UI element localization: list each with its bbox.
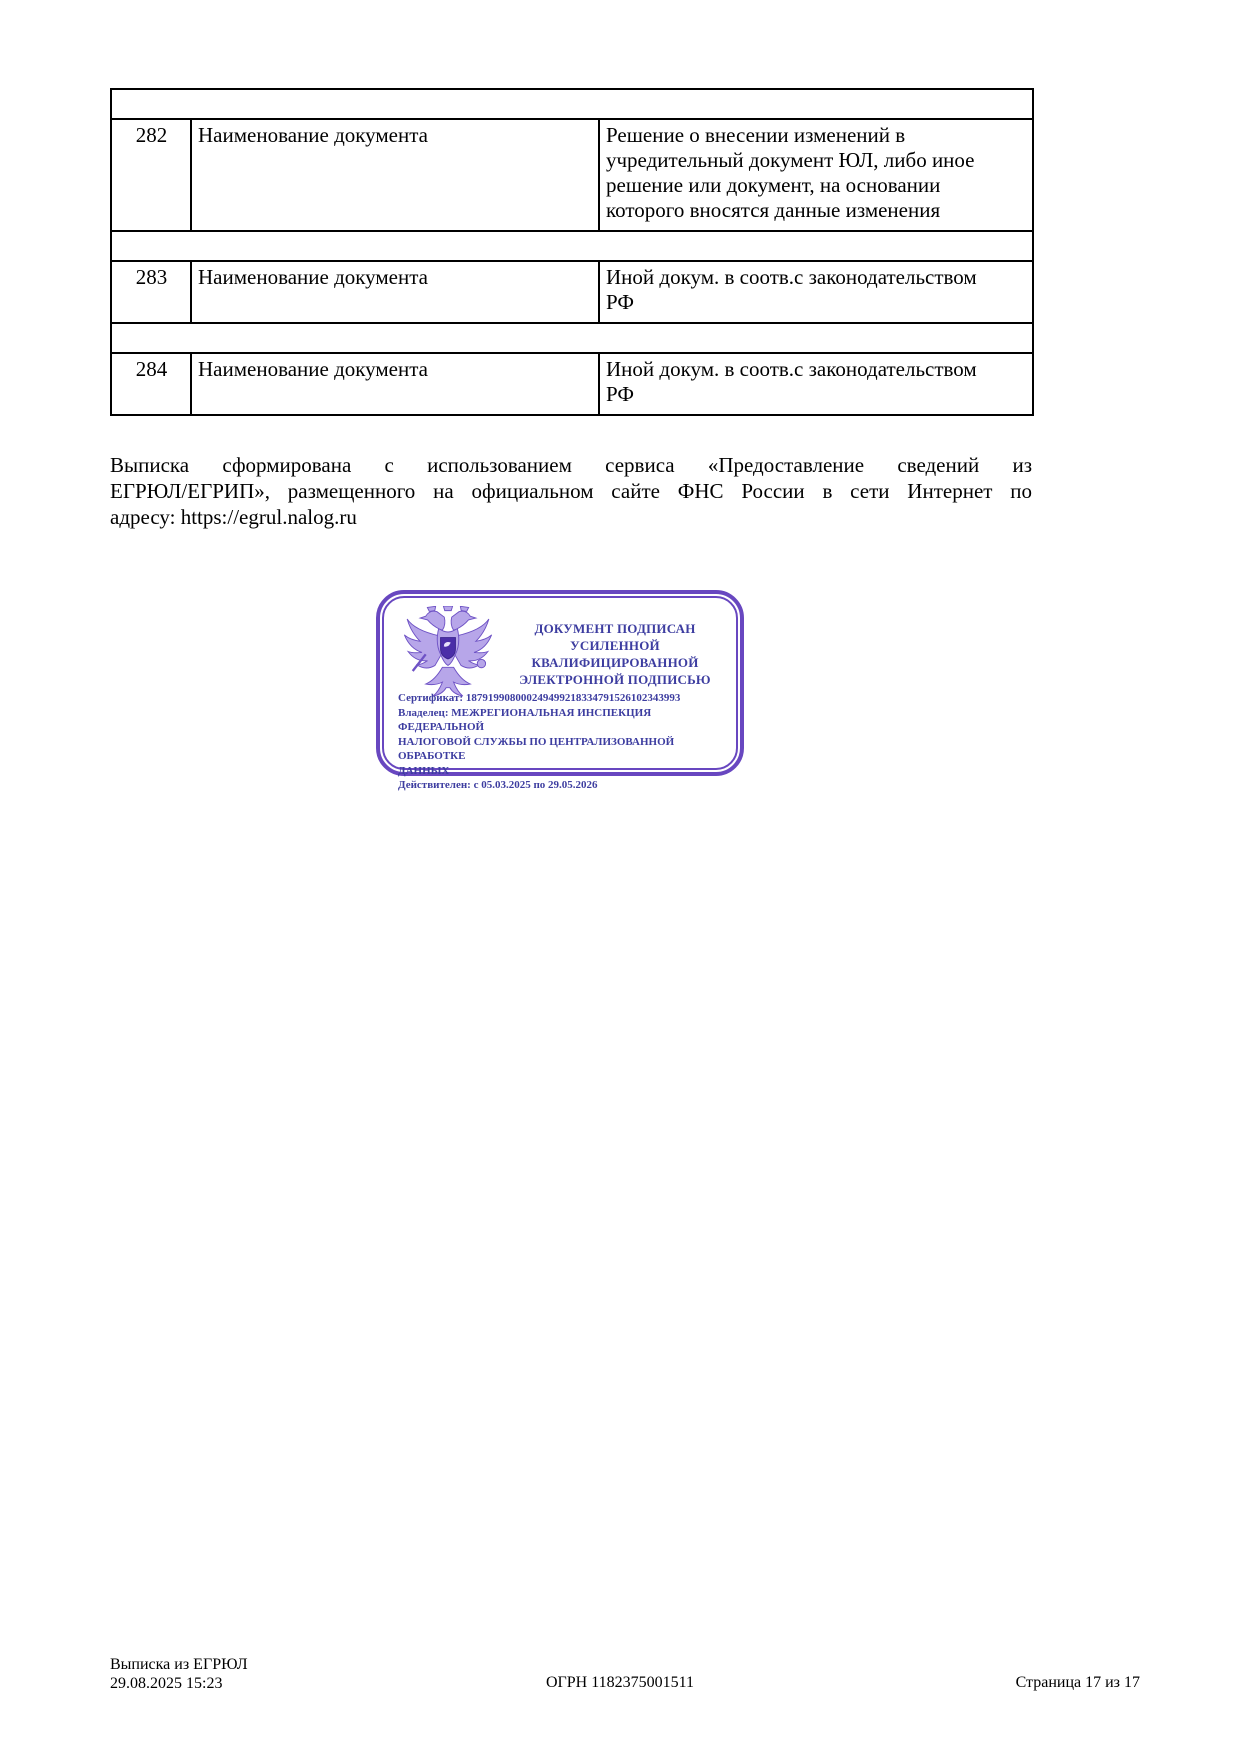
owner-line: ДАННЫХ bbox=[398, 764, 450, 777]
footer-datetime: 29.08.2025 15:23 bbox=[110, 1675, 223, 1692]
validity-value: с 05.03.2025 по 29.05.2026 bbox=[473, 779, 598, 791]
table-row-282 bbox=[111, 119, 1033, 231]
table-spacer-row bbox=[111, 323, 1033, 353]
stamp-certificate-info bbox=[398, 691, 730, 793]
table-spacer-row bbox=[111, 89, 1033, 119]
row-label: Наименование документа bbox=[191, 353, 599, 415]
validity-line bbox=[398, 778, 730, 793]
footer-page-number: Страница 17 из 17 bbox=[1015, 1674, 1140, 1691]
row-value-line: решение или документ, на основании bbox=[606, 173, 941, 197]
service-note-paragraph bbox=[110, 452, 1032, 530]
stamp-title-line: ДОКУМЕНТ ПОДПИСАН bbox=[534, 621, 696, 636]
row-value-line: Иной докум. в соотв.с законодательством bbox=[606, 265, 977, 289]
table-spacer-row bbox=[111, 231, 1033, 261]
certificate-label: Сертификат: bbox=[398, 692, 464, 704]
owner-label: Владелец: bbox=[398, 706, 449, 719]
signature-stamp-inner-border bbox=[382, 596, 738, 791]
document-table bbox=[110, 88, 1034, 416]
table-row-283 bbox=[111, 261, 1033, 323]
row-number: 283 bbox=[111, 261, 191, 323]
owner-line: НАЛОГОВОЙ СЛУЖБЫ ПО ЦЕНТРАЛИЗОВАННОЙ ОБРАБОТКЕ bbox=[398, 735, 675, 762]
row-number: 284 bbox=[111, 353, 191, 415]
row-value-line: Иной докум. в соотв.с законодательством bbox=[606, 357, 977, 381]
table-row-284 bbox=[111, 353, 1033, 415]
certificate-value: 187919908000249499218334791526102343993 bbox=[465, 692, 681, 704]
row-value-line: Решение о внесении изменений в bbox=[606, 123, 906, 147]
row-value-line: РФ bbox=[606, 290, 634, 314]
row-label: Наименование документа bbox=[191, 261, 599, 323]
validity-label: Действителен: bbox=[398, 779, 471, 791]
row-value-line: РФ bbox=[606, 382, 634, 406]
footer-ogrn: ОГРН 1182375001511 bbox=[545, 1674, 695, 1691]
owner-line bbox=[398, 706, 730, 735]
row-value bbox=[599, 261, 1033, 323]
stamp-title-line: ЭЛЕКТРОННОЙ ПОДПИСЬЮ bbox=[519, 672, 711, 687]
owner-value: МЕЖРЕГИОНАЛЬНАЯ ИНСПЕКЦИЯ ФЕДЕРАЛЬНОЙ bbox=[398, 706, 652, 733]
row-number: 282 bbox=[111, 119, 191, 231]
row-value-line: учредительный документ ЮЛ, либо иное bbox=[606, 148, 975, 172]
row-value bbox=[599, 119, 1033, 231]
paragraph-line: ЕГРЮЛ/ЕГРИП», размещенного на официальном сайте ФНС России в сети Интернет по bbox=[110, 479, 1032, 503]
row-label: Наименование документа bbox=[191, 119, 599, 231]
stamp-title-line: УСИЛЕННОЙ КВАЛИФИЦИРОВАННОЙ bbox=[531, 638, 699, 670]
stamp-title bbox=[502, 620, 728, 688]
row-value-line: которого вносятся данные изменения bbox=[606, 198, 941, 222]
footer-doc-type: Выписка из ЕГРЮЛ bbox=[110, 1656, 248, 1673]
paragraph-line: адресу: https://egrul.nalog.ru bbox=[110, 505, 357, 529]
row-value bbox=[599, 353, 1033, 415]
certificate-line bbox=[398, 691, 730, 706]
paragraph-line: Выписка сформирована с использованием сервиса «Предоставление сведений из bbox=[110, 453, 1032, 477]
signature-stamp bbox=[376, 590, 744, 791]
